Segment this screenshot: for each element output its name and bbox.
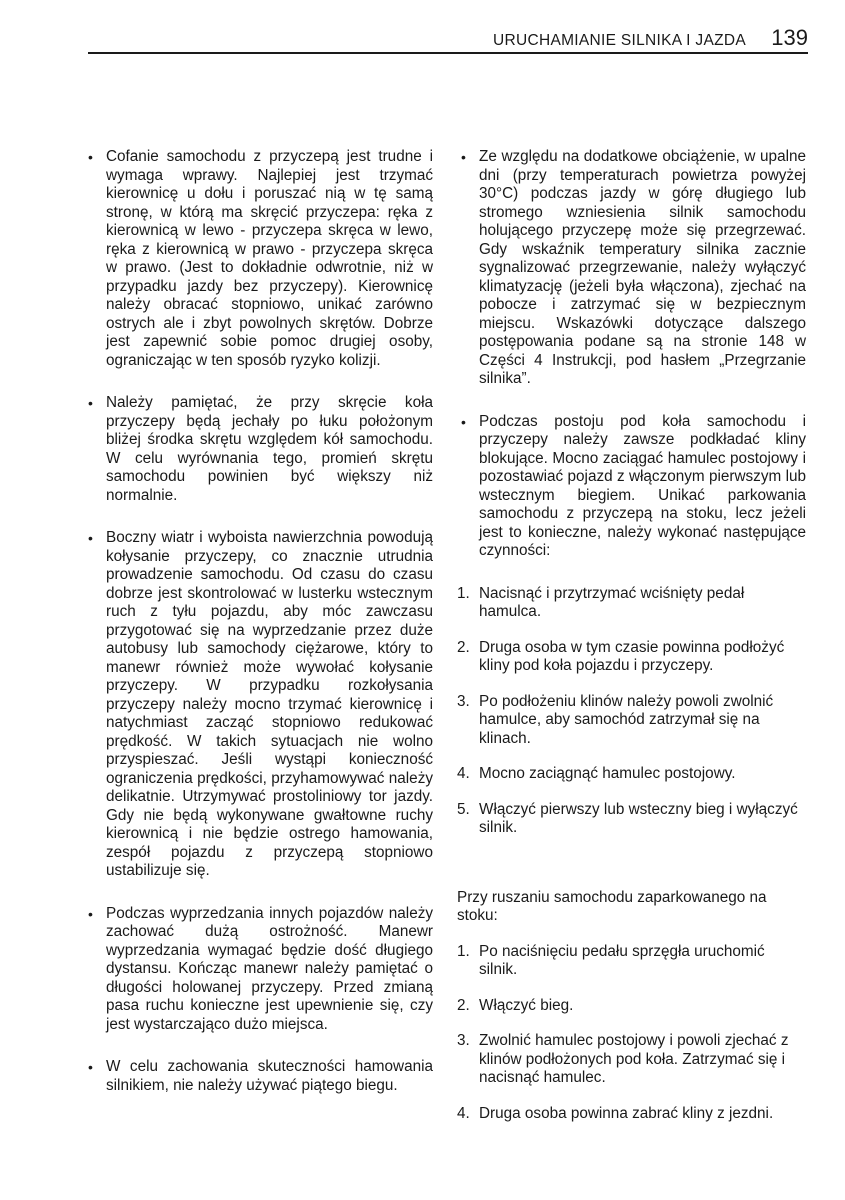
bullet-icon: • [88,530,93,546]
parking-step: 3. Po podłożeniu klinów należy powoli zwolnić hamulce, aby samochód zatrzymał się na klinach. [457,692,774,747]
list-item: • Ze względu na dodatkowe obciążenie, w upalne dni (przy temperaturach powietrza powyżej 30°C) podczas jazdy w górę długiego lub stromego wzniesienia silnik samochodu holującego przyczepę może się przegrzewać. Gdy wskaźnik temperatury silnika zacznie sygnalizować przegrzewanie, należy wyłączyć klimatyzację (jeżeli była włączona), zjechać na pobocze i zatrzymać się w bezpiecznym miejscu. Wskazówki dotyczące dalszego postępowania podane są na stronie 148 w Części 4 Instrukcji, pod hasłem „Przegrzanie silnika”. [461,148,806,387]
left-column [84,148,433,1119]
parking-step: 5. Włączyć pierwszy lub wsteczny bieg i wyłączyć silnik. [457,800,798,836]
list-item: • Podczas postoju pod koła samochodu i przyczepy należy zawsze podkładać kliny blokujące. Mocno zaciągać hamulec postojowy i pozostawiać pojazd z włączonym pierwszym lub wstecznym biegiem. Unikać parkowania samochodu z przyczepą na stoku, lecz jeżeli jest to konieczne, należy wykonać następujące czynności: [461,412,806,559]
starting-step: 1. Po naciśnięciu pedału sprzęgła uruchomić silnik. [457,942,765,978]
list-item: • Podczas wyprzedzania innych pojazdów należy zachować dużą ostrożność. Manewr wyprzedzania wymagać będzie dość długiego dystansu. Kończąc manewr należy pamiętać o długości holowanej przyczepy. Przed zmianą pasa ruchu konieczne jest upewnienie się, czy jest wystarczająco dużo miejsca. [88,904,433,1033]
parking-step: 1. Nacisnąć i przytrzymać wciśnięty pedał hamulca. [457,584,745,620]
bullet-icon: • [88,395,93,411]
section-title: URUCHAMIANIE SILNIKA I JAZDA [492,32,746,49]
bullet-icon: • [88,1059,93,1075]
right-column [457,148,806,1140]
list-item: • W celu zachowania skuteczności hamowania silnikiem, nie należy używać piątego biegu. [88,1058,433,1094]
parking-step: 2. Druga osoba w tym czasie powinna podłożyć kliny pod koła pojazdu i przyczepy. [457,638,785,674]
list-item: • Należy pamiętać, że przy skręcie koła przyczepy będą jechały po łuku położonym bliżej środka skrętu względem kół samochodu. W celu wyrównania tego, promień skrętu samochodu powinien być większy niż normalnie. [88,394,433,504]
page-number: 139 [771,25,808,50]
bullet-icon: • [88,149,93,165]
starting-intro: Przy ruszaniu samochodu zaparkowanego na stoku: [457,888,767,924]
spacer [457,855,806,889]
page-header [88,24,808,54]
starting-step: 2. Włączyć bieg. [457,996,574,1014]
list-item: • Boczny wiatr i wyboista nawierzchnia powodują kołysanie przyczepy, co znacznie utrudnia prowadzenie samochodu. Od czasu do czasu dobrze jest skontrolować w lusterku wstecznym ruch z tyłu pojazdu, aby móc zawczasu przygotować się na wyprzedzanie przez duże autobusy lub samochody ciężarowe, który to manewr również może wywołać kołysanie przyczepy. W przypadku rozkołysania przyczepy należy mocno trzymać kierownicę i natychmiast zacząć stopniowo redukować prędkość. W takich sytuacjach nie wolno przyspieszać. Jeśli wystąpi konieczność ograniczenia prędkości, przyhamowywać należy delikatnie. Utrzymywać prostoliniowy tor jazdy. Gdy nie będą wykonywane gwałtowne ruchy kierownicą i nie będzie ostrego hamowania, zespół pojazdu z przyczepą stopniowo ustabilizuje się. [88,529,433,879]
starting-step: 4. Druga osoba powinna zabrać kliny z jezdni. [457,1104,774,1122]
bullet-icon: • [461,149,466,165]
bullet-icon: • [461,413,466,430]
starting-step: 3. Zwolnić hamulec postojowy i powoli zjechać z klinów podłożonych pod koła. Zatrzymać się i nacisnąć hamulec. [457,1032,789,1086]
list-item: • Cofanie samochodu z przyczepą jest trudne i wymaga wprawy. Najlepiej jest trzymać kierownicę u dołu i poruszać nią w tę samą stronę, w którą ma skręcić przyczepa: ręka z kierownicą w lewo - przyczepa skręca w lewo, ręka z kierownicą w prawo - przyczepa skręca w prawo. (Jest to dokładnie odwrotnie, niż w przypadku jazdy bez przyczepy). Kierownicę należy obracać stopniowo, unikać zarówno ostrych ale i zbyt powolnych skrętów. Dobrze jest zapewnić sobie pomoc drugiej osoby, ograniczając w ten sposób ryzyko kolizji. [88,148,433,369]
bullet-icon: • [88,905,93,922]
parking-step: 4. Mocno zaciągnąć hamulec postojowy. [457,765,736,782]
